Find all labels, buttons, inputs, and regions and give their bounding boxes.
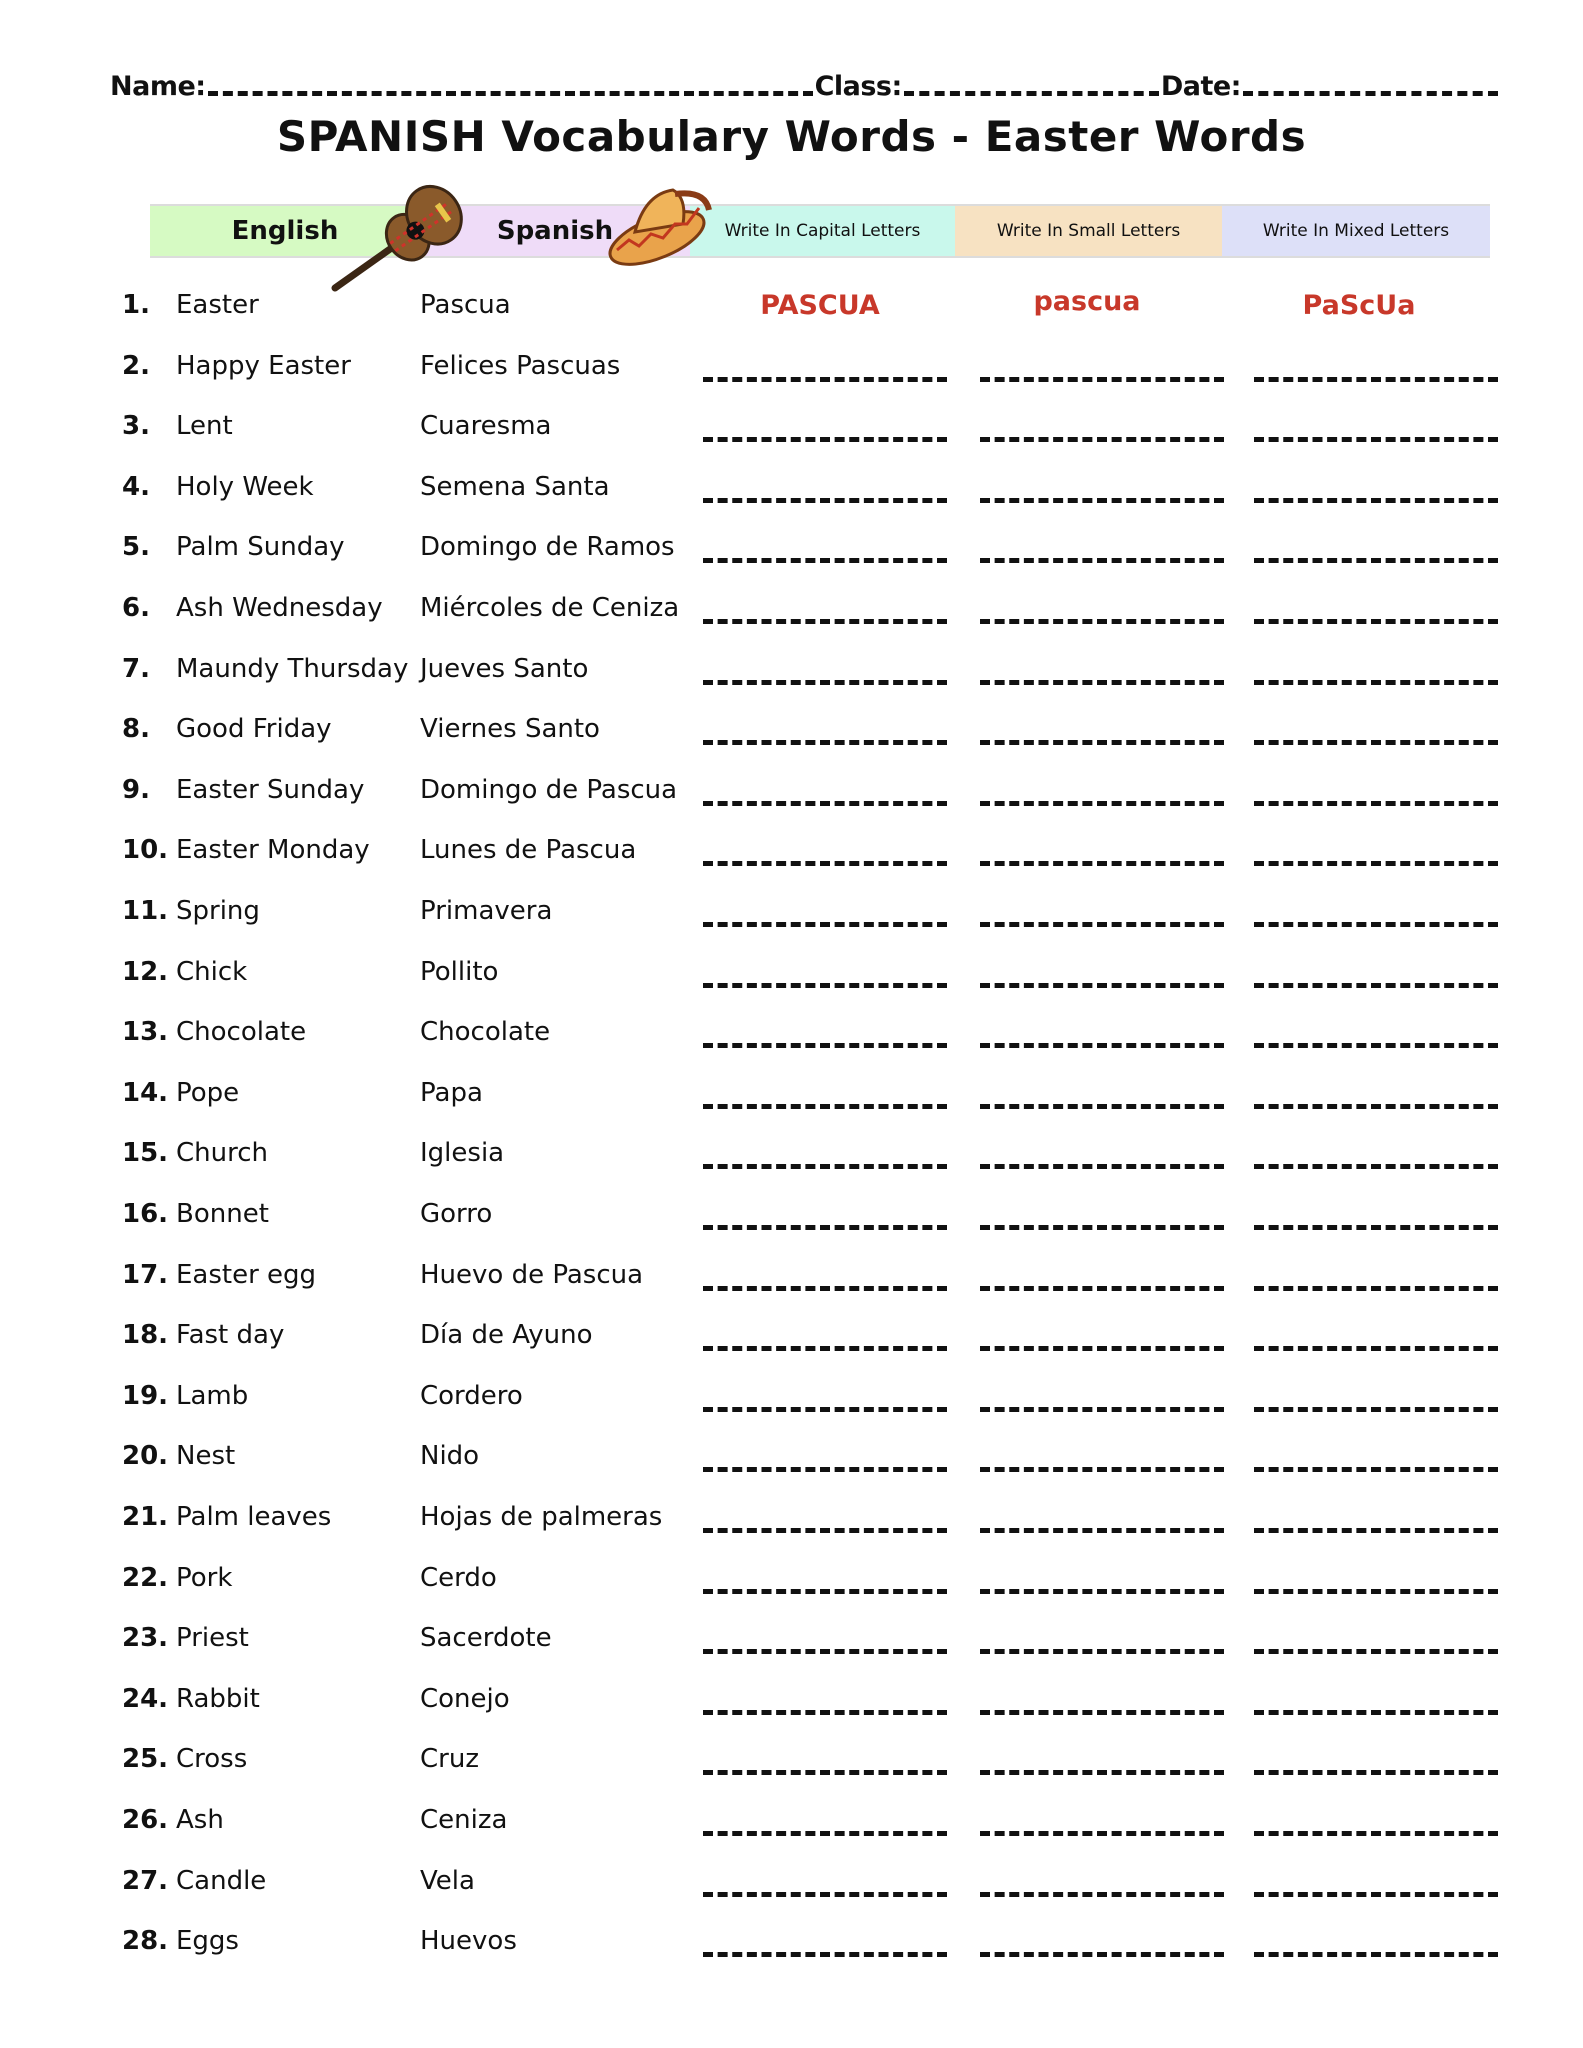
spanish-word: Cordero — [420, 1380, 523, 1411]
capital-answer-blank[interactable] — [703, 377, 947, 382]
capital-answer-blank[interactable] — [703, 1225, 947, 1230]
small-answer-blank[interactable] — [980, 1407, 1224, 1412]
small-answer-blank[interactable] — [980, 801, 1224, 806]
header-spanish: Spanish — [420, 204, 690, 258]
english-word: Priest — [176, 1623, 249, 1654]
mixed-answer-blank[interactable] — [1254, 1346, 1498, 1351]
capital-answer-blank[interactable] — [703, 801, 947, 806]
spanish-word: Jueves Santo — [420, 653, 589, 684]
small-answer-blank[interactable] — [980, 1104, 1224, 1109]
mixed-answer-blank[interactable] — [1254, 1710, 1498, 1715]
capital-answer-blank[interactable] — [703, 1770, 947, 1775]
spanish-word: Chocolate — [420, 1017, 551, 1048]
small-answer-blank[interactable] — [980, 922, 1224, 927]
english-word: Pope — [176, 1077, 240, 1108]
spanish-word: Vela — [420, 1865, 475, 1896]
mixed-answer-blank[interactable] — [1254, 1164, 1498, 1169]
header-capital: Write In Capital Letters — [690, 204, 955, 258]
table-row — [0, 1619, 1583, 1659]
english-word: Eggs — [176, 1926, 239, 1957]
mixed-answer-blank[interactable] — [1254, 1225, 1498, 1230]
table-row — [0, 468, 1583, 508]
mixed-answer-blank[interactable] — [1254, 1952, 1498, 1957]
mixed-answer-blank[interactable] — [1254, 619, 1498, 624]
table-row — [0, 710, 1583, 750]
english-word: Holy Week — [176, 471, 314, 502]
english-word: Pork — [176, 1562, 233, 1593]
capital-answer-blank[interactable] — [703, 1831, 947, 1836]
spanish-word: Papa — [420, 1077, 483, 1108]
row-number: 7. — [122, 653, 150, 684]
row-number: 26. — [122, 1805, 169, 1835]
small-answer-blank[interactable] — [980, 740, 1224, 745]
table-row — [0, 1195, 1583, 1235]
spanish-word: Viernes Santo — [420, 714, 600, 745]
mixed-answer-blank[interactable] — [1254, 1589, 1498, 1594]
table-row — [0, 1559, 1583, 1599]
row-number: 25. — [122, 1744, 169, 1775]
english-word: Easter — [176, 290, 259, 320]
mixed-answer-blank[interactable] — [1254, 861, 1498, 866]
mixed-answer-blank[interactable] — [1254, 1770, 1498, 1775]
spanish-word: Domingo de Ramos — [420, 532, 675, 563]
spanish-word: Miércoles de Ceniza — [420, 593, 680, 623]
small-answer-blank[interactable] — [980, 437, 1224, 442]
small-answer-blank[interactable] — [980, 1164, 1224, 1169]
mixed-answer-blank[interactable] — [1254, 1104, 1498, 1109]
row-number: 24. — [122, 1683, 169, 1714]
spanish-word: Huevo de Pascua — [420, 1259, 644, 1290]
capital-answer-blank[interactable] — [703, 558, 947, 563]
spanish-word: Cerdo — [420, 1562, 497, 1593]
date-field[interactable] — [1243, 91, 1498, 96]
small-example: pascua — [1033, 286, 1141, 317]
spanish-word: Cuaresma — [420, 411, 552, 442]
spanish-word: Hojas de palmeras — [420, 1502, 663, 1532]
capital-answer-blank[interactable] — [703, 437, 947, 442]
capital-answer-blank[interactable] — [703, 680, 947, 685]
english-word: Easter Monday — [176, 835, 370, 866]
english-word: Rabbit — [176, 1683, 260, 1714]
row-number: 1. — [122, 290, 150, 320]
mixed-answer-blank[interactable] — [1254, 1286, 1498, 1291]
table-row — [0, 771, 1583, 811]
mixed-answer-blank[interactable] — [1254, 801, 1498, 806]
mixed-answer-blank[interactable] — [1254, 377, 1498, 382]
spanish-word: Nido — [420, 1441, 480, 1472]
row-number: 12. — [122, 956, 169, 987]
spanish-word: Pascua — [420, 290, 511, 320]
row-number: 4. — [122, 471, 150, 502]
english-word: Palm leaves — [176, 1502, 332, 1532]
capital-example: PASCUA — [760, 290, 880, 321]
english-word: Spring — [176, 896, 260, 926]
mixed-answer-blank[interactable] — [1254, 558, 1498, 563]
spanish-word: Conejo — [420, 1683, 510, 1714]
row-number: 5. — [122, 532, 150, 563]
small-answer-blank[interactable] — [980, 680, 1224, 685]
mixed-answer-blank[interactable] — [1254, 498, 1498, 503]
capital-answer-blank[interactable] — [703, 983, 947, 988]
capital-answer-blank[interactable] — [703, 922, 947, 927]
name-label: Name: — [110, 71, 206, 102]
capital-answer-blank[interactable] — [703, 1043, 947, 1048]
capital-answer-blank[interactable] — [703, 1589, 947, 1594]
small-answer-blank[interactable] — [980, 1528, 1224, 1533]
mixed-answer-blank[interactable] — [1254, 437, 1498, 442]
spanish-word: Semena Santa — [420, 471, 610, 502]
mixed-answer-blank[interactable] — [1254, 1892, 1498, 1897]
spanish-word: Pollito — [420, 956, 499, 987]
row-number: 16. — [122, 1199, 169, 1229]
english-word: Nest — [176, 1441, 236, 1472]
english-word: Ash Wednesday — [176, 593, 383, 623]
row-number: 14. — [122, 1077, 169, 1108]
capital-answer-blank[interactable] — [703, 861, 947, 866]
table-row — [0, 1680, 1583, 1720]
english-word: Palm Sunday — [176, 532, 345, 563]
capital-answer-blank[interactable] — [703, 1710, 947, 1715]
date-label: Date: — [1160, 71, 1241, 102]
capital-answer-blank[interactable] — [703, 1649, 947, 1654]
row-number: 20. — [122, 1441, 169, 1472]
english-word: Fast day — [176, 1320, 285, 1351]
small-answer-blank[interactable] — [980, 1589, 1224, 1594]
name-field[interactable] — [208, 91, 813, 96]
spanish-word: Ceniza — [420, 1805, 508, 1835]
mixed-answer-blank[interactable] — [1254, 1831, 1498, 1836]
small-answer-blank[interactable] — [980, 1225, 1224, 1230]
class-field[interactable] — [904, 91, 1159, 96]
table-row — [0, 528, 1583, 568]
class-label: Class: — [814, 71, 902, 102]
table-row — [0, 892, 1583, 932]
capital-answer-blank[interactable] — [703, 619, 947, 624]
spanish-word: Domingo de Pascua — [420, 774, 678, 805]
table-row — [0, 1801, 1583, 1841]
table-row — [0, 1074, 1583, 1114]
row-number: 15. — [122, 1138, 169, 1169]
english-word: Maundy Thursday — [176, 653, 409, 684]
mixed-answer-blank[interactable] — [1254, 1043, 1498, 1048]
table-row — [0, 953, 1583, 993]
header-small: Write In Small Letters — [955, 204, 1222, 258]
english-word: Easter Sunday — [176, 774, 365, 805]
capital-answer-blank[interactable] — [703, 1286, 947, 1291]
table-row — [0, 831, 1583, 871]
mixed-answer-blank[interactable] — [1254, 922, 1498, 927]
row-number: 27. — [122, 1865, 169, 1896]
row-number: 11. — [122, 896, 169, 926]
row-number: 9. — [122, 774, 150, 805]
english-word: Lent — [176, 411, 233, 442]
table-row — [0, 407, 1583, 447]
english-word: Lamb — [176, 1380, 249, 1411]
table-row — [0, 286, 1583, 326]
mixed-answer-blank[interactable] — [1254, 983, 1498, 988]
mixed-answer-blank[interactable] — [1254, 740, 1498, 745]
spanish-word: Día de Ayuno — [420, 1320, 593, 1351]
table-row — [0, 1377, 1583, 1417]
english-word: Ash — [176, 1805, 224, 1835]
english-word: Cross — [176, 1744, 248, 1775]
small-answer-blank[interactable] — [980, 1710, 1224, 1715]
small-answer-blank[interactable] — [980, 1952, 1224, 1957]
table-row — [0, 1316, 1583, 1356]
small-answer-blank[interactable] — [980, 1770, 1224, 1775]
capital-answer-blank[interactable] — [703, 1346, 947, 1351]
small-answer-blank[interactable] — [980, 861, 1224, 866]
row-number: 17. — [122, 1259, 169, 1290]
table-row — [0, 1498, 1583, 1538]
row-number: 2. — [122, 350, 150, 381]
mixed-example: PaScUa — [1302, 290, 1416, 321]
table-row — [0, 1437, 1583, 1477]
small-answer-blank[interactable] — [980, 1892, 1224, 1897]
small-answer-blank[interactable] — [980, 498, 1224, 503]
mixed-answer-blank[interactable] — [1254, 1649, 1498, 1654]
spanish-word: Primavera — [420, 896, 553, 926]
sombrero-icon — [605, 180, 715, 270]
row-number: 10. — [122, 835, 169, 866]
capital-answer-blank[interactable] — [703, 1407, 947, 1412]
small-answer-blank[interactable] — [980, 1649, 1224, 1654]
small-answer-blank[interactable] — [980, 619, 1224, 624]
capital-answer-blank[interactable] — [703, 498, 947, 503]
guitar-icon — [325, 180, 475, 295]
table-row — [0, 650, 1583, 690]
student-info-line — [110, 62, 1500, 102]
table-row — [0, 589, 1583, 629]
row-number: 23. — [122, 1623, 169, 1654]
table-row — [0, 1013, 1583, 1053]
spanish-word: Gorro — [420, 1199, 493, 1229]
capital-answer-blank[interactable] — [703, 1467, 947, 1472]
capital-answer-blank[interactable] — [703, 1104, 947, 1109]
table-row — [0, 1862, 1583, 1902]
spanish-word: Huevos — [420, 1926, 517, 1957]
spanish-word: Lunes de Pascua — [420, 835, 637, 866]
table-row — [0, 1256, 1583, 1296]
english-word: Chick — [176, 956, 248, 987]
english-word: Chocolate — [176, 1017, 307, 1048]
english-word: Good Friday — [176, 714, 332, 745]
row-number: 6. — [122, 593, 150, 623]
spanish-word: Sacerdote — [420, 1623, 552, 1654]
small-answer-blank[interactable] — [980, 1346, 1224, 1351]
small-answer-blank[interactable] — [980, 983, 1224, 988]
row-number: 21. — [122, 1502, 169, 1532]
small-answer-blank[interactable] — [980, 1043, 1224, 1048]
capital-answer-blank[interactable] — [703, 1892, 947, 1897]
row-number: 22. — [122, 1562, 169, 1593]
english-word: Easter egg — [176, 1259, 317, 1290]
capital-answer-blank[interactable] — [703, 1952, 947, 1957]
small-answer-blank[interactable] — [980, 377, 1224, 382]
small-answer-blank[interactable] — [980, 1286, 1224, 1291]
table-row — [0, 1134, 1583, 1174]
capital-answer-blank[interactable] — [703, 1164, 947, 1169]
small-answer-blank[interactable] — [980, 1467, 1224, 1472]
row-number: 28. — [122, 1926, 169, 1957]
capital-answer-blank[interactable] — [703, 740, 947, 745]
row-number: 18. — [122, 1320, 169, 1351]
english-word: Candle — [176, 1865, 267, 1896]
row-number: 3. — [122, 411, 150, 442]
capital-answer-blank[interactable] — [703, 1528, 947, 1533]
english-word: Happy Easter — [176, 350, 351, 381]
spanish-word: Iglesia — [420, 1138, 505, 1169]
table-row — [0, 1740, 1583, 1780]
mixed-answer-blank[interactable] — [1254, 1528, 1498, 1533]
english-word: Church — [176, 1138, 269, 1169]
mixed-answer-blank[interactable] — [1254, 1467, 1498, 1472]
row-number: 13. — [122, 1017, 169, 1048]
row-number: 8. — [122, 714, 150, 745]
table-row — [0, 347, 1583, 387]
page-title: SPANISH Vocabulary Words - Easter Words — [276, 112, 1307, 161]
header-mixed: Write In Mixed Letters — [1222, 204, 1490, 258]
mixed-answer-blank[interactable] — [1254, 1407, 1498, 1412]
small-answer-blank[interactable] — [980, 1831, 1224, 1836]
row-number: 19. — [122, 1380, 169, 1411]
header-english: English — [150, 204, 420, 258]
english-word: Bonnet — [176, 1199, 269, 1229]
spanish-word: Cruz — [420, 1744, 479, 1775]
mixed-answer-blank[interactable] — [1254, 680, 1498, 685]
spanish-word: Felices Pascuas — [420, 350, 621, 381]
table-row — [0, 1922, 1583, 1962]
small-answer-blank[interactable] — [980, 558, 1224, 563]
